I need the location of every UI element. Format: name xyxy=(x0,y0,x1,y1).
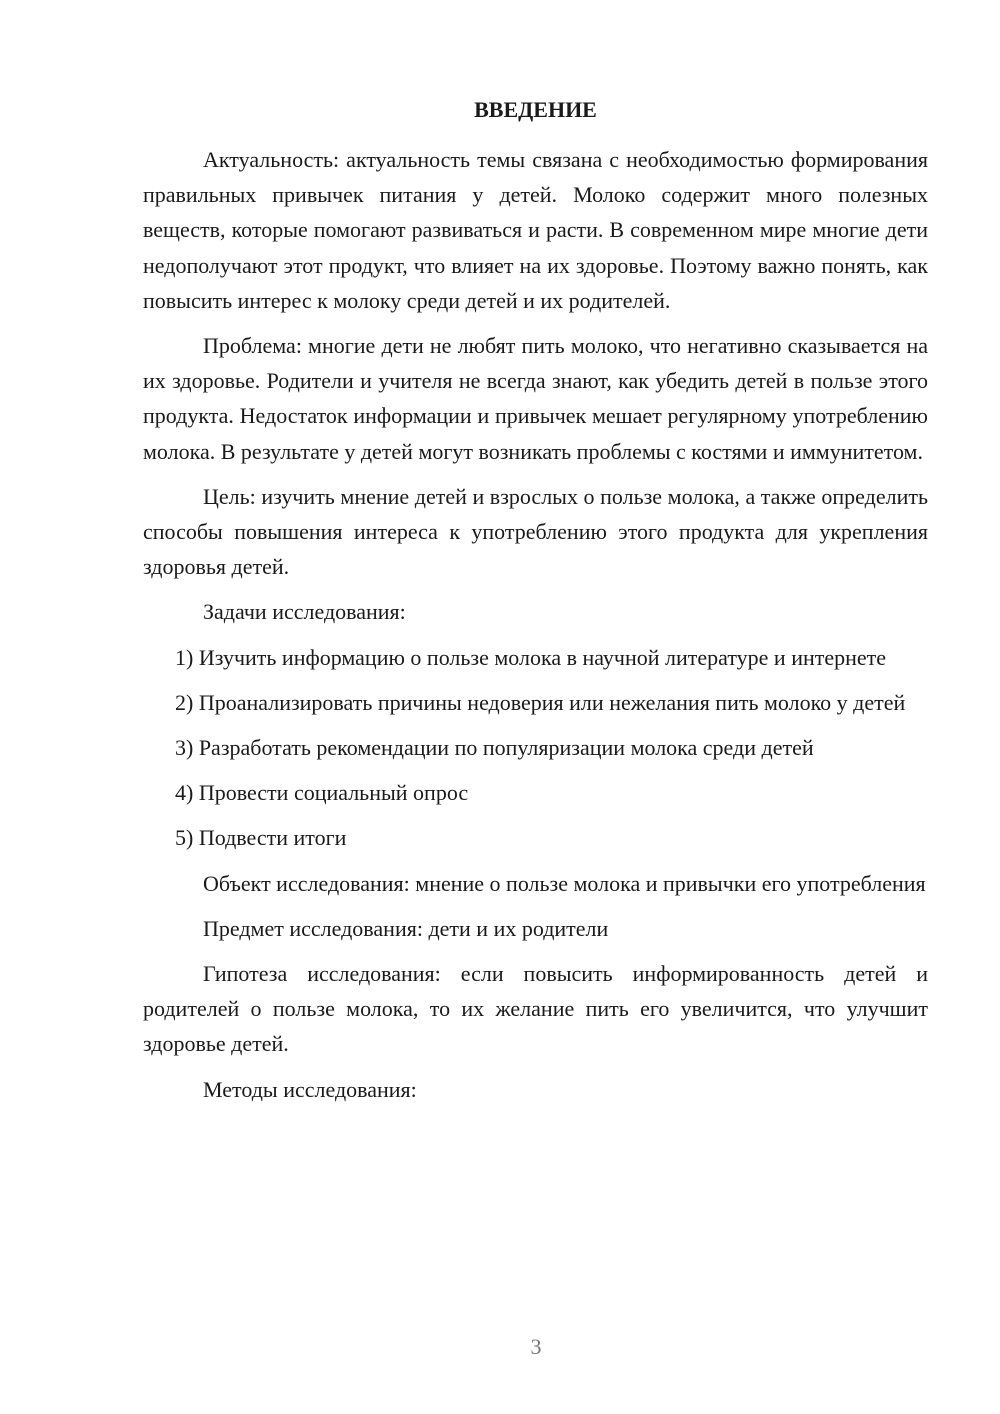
document-page xyxy=(143,94,928,1117)
paragraph-methods: Методы исследования: xyxy=(203,1076,417,1102)
task-item: 3) Разработать рекомендации по популяризации молока среди детей xyxy=(175,735,814,761)
page-number: 3 xyxy=(530,1334,542,1359)
paragraph-hypothesis: Гипотеза исследования: если повысить информированность детей и родителей о пользе молока, то их желание пить его увеличится, что улучшит здоровье детей. xyxy=(143,961,928,1057)
paragraph-problem: Проблема: многие дети не любят пить молоко, что негативно сказывается на их здоровье. Родители и учителя не всегда знают, как убедить детей в пользе этого продукта. Недостаток информации и привычек мешает регулярному употреблению молока. В результате у детей могут возникать проблемы с костями и иммунитетом. xyxy=(143,333,928,464)
task-item: 4) Провести социальный опрос xyxy=(175,780,469,806)
page-title: ВВЕДЕНИЕ xyxy=(474,97,597,122)
task-item: 1) Изучить информацию о пользе молока в научной литературе и интернете xyxy=(175,644,887,670)
task-item: 5) Подвести итоги xyxy=(175,825,347,851)
paragraph-relevance: Актуальность: актуальность темы связана с необходимостью формирования правильных привычек питания у детей. Молоко содержит много полезных веществ, которые помогают развиваться и расти. В современном мире многие дети недополучают этот продукт, что влияет на их здоровье. Поэтому важно понять, как повысить интерес к молоку среди детей и их родителей. xyxy=(143,147,928,313)
paragraph-tasks-heading: Задачи исследования: xyxy=(203,599,406,625)
paragraph-subject: Предмет исследования: дети и их родители xyxy=(203,915,609,941)
paragraph-object: Объект исследования: мнение о пользе молока и привычки его употребления xyxy=(203,870,926,896)
task-item: 2) Проанализировать причины недоверия или нежелания пить молоко у детей xyxy=(175,689,906,715)
paragraph-goal: Цель: изучить мнение детей и взрослых о пользе молока, а также определить способы повышения интереса к употреблению этого продукта для укрепления здоровья детей. xyxy=(143,483,928,580)
